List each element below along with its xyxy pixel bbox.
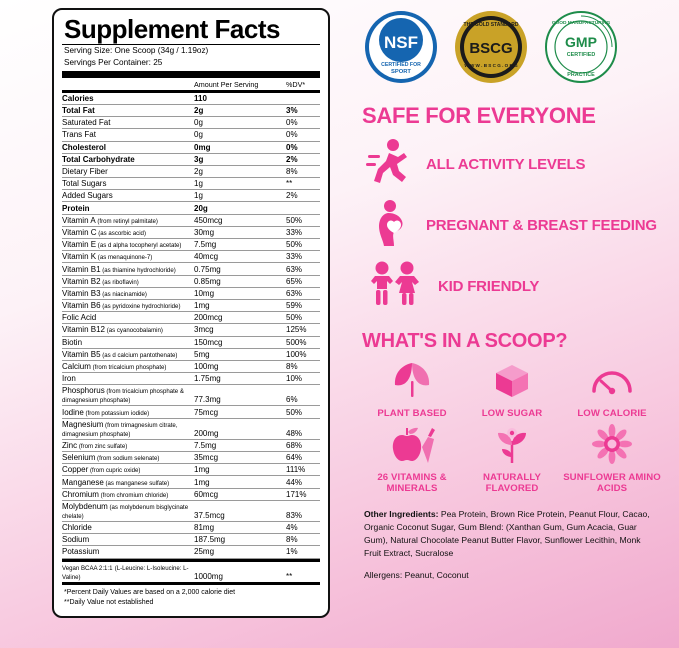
nutrient-name: Added Sugars xyxy=(62,190,194,202)
scoop-item-low-calorie xyxy=(562,359,662,419)
nutrient-name: Vitamin E (as d alpha tocopheryl acetate) xyxy=(62,239,194,251)
nsf-seal xyxy=(364,10,438,89)
bscg-seal xyxy=(454,10,528,89)
nutrient-name: Chromium (from chromium chloride) xyxy=(62,488,194,500)
table-row xyxy=(62,488,320,500)
table-row xyxy=(62,476,320,488)
nutrient-daily-value xyxy=(286,202,320,214)
nutrient-name: Vitamin B12 (as cyanocobalamin) xyxy=(62,324,194,336)
nutrient-daily-value: 63% xyxy=(286,287,320,299)
allergens-heading: Allergens: xyxy=(364,569,403,580)
nutrient-daily-value: 59% xyxy=(286,299,320,311)
nutrient-amount: 7.5mg xyxy=(194,439,286,451)
nutrient-amount: 100mg xyxy=(194,360,286,372)
servings-per-container: Servings Per Container: 25 xyxy=(64,57,163,67)
nutrient-amount: 1mg xyxy=(194,299,286,311)
nutrient-name: Saturated Fat xyxy=(62,117,194,129)
nutrient-daily-value: 111% xyxy=(286,464,320,476)
nutrient-daily-value: 2% xyxy=(286,190,320,202)
scoop-item-sunflower xyxy=(562,423,662,494)
nutrient-amount: 60mcg xyxy=(194,488,286,500)
nutrient-amount: 0g xyxy=(194,117,286,129)
nutrient-name: Chloride xyxy=(62,521,194,533)
nutrient-name: Vitamin B1 (as thiamine hydrochloride) xyxy=(62,263,194,275)
nutrient-daily-value: 500% xyxy=(286,336,320,348)
nutrient-daily-value: 83% xyxy=(286,500,320,521)
nutrient-amount: 450mcg xyxy=(194,214,286,226)
table-row xyxy=(62,348,320,360)
safe-item-activity xyxy=(366,137,665,192)
nutrient-amount: 10mg xyxy=(194,287,286,299)
nutrient-table xyxy=(62,93,320,559)
bcaa-amount: 1000mg xyxy=(194,571,223,581)
nutrient-name: Vitamin B6 (as pyridoxine hydrochloride) xyxy=(62,299,194,311)
nutrient-name: Calcium (from tricalcium phosphate) xyxy=(62,360,194,372)
nutrient-daily-value: 125% xyxy=(286,324,320,336)
nutrient-name: Sodium xyxy=(62,534,194,546)
svg-text:GOOD MANUFACTURING: GOOD MANUFACTURING xyxy=(551,21,611,26)
gauge-icon xyxy=(586,359,638,406)
sugar-cube-icon xyxy=(486,359,538,406)
table-row xyxy=(62,165,320,177)
nutrient-name: Dietary Fiber xyxy=(62,165,194,177)
nutrient-daily-value: 44% xyxy=(286,476,320,488)
table-column-headers xyxy=(62,80,320,89)
nutrient-name: Trans Fat xyxy=(62,129,194,141)
nutrient-daily-value: 0% xyxy=(286,129,320,141)
nutrient-name: Total Sugars xyxy=(62,178,194,190)
nutrient-name: Magnesium (from trimagnesium citrate, dimagnesium phosphate) xyxy=(62,418,194,439)
table-row xyxy=(62,385,320,406)
nutrient-amount: 7.5mg xyxy=(194,239,286,251)
serving-size: Serving Size: One Scoop (34g / 1.19oz) xyxy=(64,46,209,56)
nutrient-amount: 1.75mg xyxy=(194,373,286,385)
bcaa-dv: ** xyxy=(286,571,293,581)
nutrient-amount: 187.5mg xyxy=(194,534,286,546)
nutrient-amount: 1g xyxy=(194,190,286,202)
other-ingredients-heading: Other Ingredients: xyxy=(364,509,439,520)
table-row xyxy=(62,214,320,226)
nutrient-daily-value: 171% xyxy=(286,488,320,500)
column-header-amount: Amount Per Serving xyxy=(194,79,259,89)
nutrient-amount: 200mcg xyxy=(194,312,286,324)
other-ingredients xyxy=(364,508,656,560)
nutrient-amount: 2g xyxy=(194,104,286,116)
divider xyxy=(62,44,320,45)
table-row xyxy=(62,129,320,141)
safe-item-label: PREGNANT & BREAST FEEDING xyxy=(426,216,657,234)
table-row xyxy=(62,312,320,324)
scoop-item-natural-flavor xyxy=(462,423,562,494)
scoop-item-label: NATURALLY FLAVORED xyxy=(483,472,541,495)
table-row xyxy=(62,546,320,558)
bcaa-table xyxy=(62,562,320,582)
certification-seals xyxy=(358,10,665,89)
safe-item-kids xyxy=(366,259,665,314)
table-row xyxy=(62,534,320,546)
table-row xyxy=(62,439,320,451)
footnote-1: *Percent Daily Values are based on a 2,000 calorie diet xyxy=(64,588,236,596)
safe-item-label: KID FRIENDLY xyxy=(438,277,540,295)
table-row xyxy=(62,464,320,476)
nutrient-name: Protein xyxy=(62,202,194,214)
nutrient-name: Zinc (from zinc sulfate) xyxy=(62,439,194,451)
nutrient-daily-value: 4% xyxy=(286,521,320,533)
table-row xyxy=(62,141,320,153)
scoop-item-label: PLANT BASED xyxy=(377,408,447,419)
svg-text:PRACTICE: PRACTICE xyxy=(567,72,595,78)
nutrient-daily-value: 0% xyxy=(286,117,320,129)
table-row xyxy=(62,373,320,385)
table-row xyxy=(62,190,320,202)
nutrient-daily-value: 1% xyxy=(286,546,320,558)
nutrient-daily-value: 8% xyxy=(286,360,320,372)
safe-section-heading: SAFE FOR EVERYONE xyxy=(362,103,596,128)
nutrient-amount: 75mcg xyxy=(194,406,286,418)
nutrient-name: Vitamin K (as menaquinone-7) xyxy=(62,251,194,263)
nutrient-amount: 3mcg xyxy=(194,324,286,336)
nutrient-daily-value: 48% xyxy=(286,418,320,439)
nutrient-name: Manganese (as manganese sulfate) xyxy=(62,476,194,488)
table-row xyxy=(62,93,320,105)
nutrient-amount: 110 xyxy=(194,93,286,105)
table-row xyxy=(62,562,320,582)
table-row xyxy=(62,226,320,238)
nutrient-amount: 20g xyxy=(194,202,286,214)
bcaa-name xyxy=(62,562,194,582)
table-row xyxy=(62,202,320,214)
nutrient-name: Vitamin B3 (as niacinamide) xyxy=(62,287,194,299)
bcaa-label: Vegan BCAA 2:1:1 xyxy=(62,564,113,572)
scoop-section-heading: WHAT'S IN A SCOOP? xyxy=(362,330,568,352)
nutrient-amount: 30mg xyxy=(194,226,286,238)
nutrient-name: Iron xyxy=(62,373,194,385)
scoop-feature-grid xyxy=(362,359,662,494)
nutrient-amount: 0.75mg xyxy=(194,263,286,275)
table-row xyxy=(62,275,320,287)
scoop-item-plant-based xyxy=(362,359,462,419)
svg-text:THE GOLD STANDARD: THE GOLD STANDARD xyxy=(463,22,519,28)
nutrient-amount: 1mg xyxy=(194,476,286,488)
nutrient-daily-value: 33% xyxy=(286,251,320,263)
flower-sprout-icon xyxy=(486,423,538,470)
nutrient-amount: 200mg xyxy=(194,418,286,439)
nutrient-name: Folic Acid xyxy=(62,312,194,324)
scoop-item-label: 26 VITAMINS & MINERALS xyxy=(377,472,447,495)
table-row xyxy=(62,263,320,275)
svg-text:BSCG: BSCG xyxy=(469,40,513,57)
other-ingredients-text: Pea Protein, Brown Rice Protein, Peanut Flour, Cacao, Organic Coconut Sugar, Gum Blend: (Xanthan Gum, Gum Acacia, Guar Gum), Natural Chocolate Peanut Butter Flavor, Sunflower Lecithin, Monk Fruit Extract, Sucralose xyxy=(364,509,650,558)
nutrient-name: Vitamin B5 (as d calcium pantothenate) xyxy=(62,348,194,360)
nutrient-name: Vitamin C (as ascorbic acid) xyxy=(62,226,194,238)
nutrient-amount: 0g xyxy=(194,129,286,141)
nutrient-name: Vitamin B2 (as riboflavin) xyxy=(62,275,194,287)
nutrient-amount: 2g xyxy=(194,165,286,177)
nutrient-amount: 0.85mg xyxy=(194,275,286,287)
nutrient-name: Cholesterol xyxy=(62,141,194,153)
scoop-item-vitamins xyxy=(362,423,462,494)
table-row xyxy=(62,153,320,165)
table-row xyxy=(62,178,320,190)
leaf-icon xyxy=(386,359,438,406)
sunflower-icon xyxy=(586,423,638,470)
nutrient-daily-value: 50% xyxy=(286,239,320,251)
scoop-item-low-sugar xyxy=(462,359,562,419)
nutrient-name: Calories xyxy=(62,93,194,105)
divider-thick xyxy=(62,71,320,78)
nutrient-amount: 1mg xyxy=(194,464,286,476)
table-row xyxy=(62,452,320,464)
table-row xyxy=(62,521,320,533)
nutrient-daily-value: 63% xyxy=(286,263,320,275)
scoop-item-label: SUNFLOWER AMINO ACIDS xyxy=(563,472,661,495)
nutrient-daily-value: 50% xyxy=(286,214,320,226)
bcaa-sub: (L-Leucine: L-Isoleucine: L-Valine) xyxy=(62,564,189,581)
nutrient-daily-value: 65% xyxy=(286,275,320,287)
nutrient-daily-value xyxy=(286,93,320,105)
allergens xyxy=(364,570,665,580)
marketing-column xyxy=(350,0,679,648)
nutrient-name: Selenium (from sodium selenate) xyxy=(62,452,194,464)
gmp-seal xyxy=(544,10,618,89)
table-row xyxy=(62,299,320,311)
svg-text:GMP: GMP xyxy=(565,34,597,50)
nutrient-daily-value: 64% xyxy=(286,452,320,464)
nutrient-name: Copper (from cupric oxide) xyxy=(62,464,194,476)
nutrient-daily-value: 0% xyxy=(286,141,320,153)
table-row xyxy=(62,324,320,336)
nutrient-daily-value: 8% xyxy=(286,534,320,546)
nutrient-amount: 81mg xyxy=(194,521,286,533)
nutrient-daily-value: 10% xyxy=(286,373,320,385)
table-row xyxy=(62,104,320,116)
table-row xyxy=(62,500,320,521)
nutrient-amount: 5mg xyxy=(194,348,286,360)
nutrient-daily-value: 50% xyxy=(286,312,320,324)
nutrient-daily-value: 68% xyxy=(286,439,320,451)
nutrient-daily-value: 6% xyxy=(286,385,320,406)
nutrient-daily-value: 2% xyxy=(286,153,320,165)
kids-icon xyxy=(366,259,424,314)
table-row xyxy=(62,287,320,299)
svg-text:SPORT: SPORT xyxy=(391,69,411,75)
safe-item-pregnancy xyxy=(366,198,665,253)
table-row xyxy=(62,360,320,372)
runner-icon xyxy=(366,137,412,192)
allergens-text: Peanut, Coconut xyxy=(402,569,469,580)
table-row xyxy=(62,418,320,439)
svg-text:W W W . B S C G . O R G: W W W . B S C G . O R G xyxy=(464,63,518,68)
nutrient-name: Iodine (from potassium iodide) xyxy=(62,406,194,418)
table-row xyxy=(62,336,320,348)
column-header-dv: %DV* xyxy=(286,79,306,89)
nutrient-amount: 1g xyxy=(194,178,286,190)
table-row xyxy=(62,406,320,418)
svg-text:CERTIFIED FOR: CERTIFIED FOR xyxy=(381,62,421,68)
nutrient-daily-value: ** xyxy=(286,178,320,190)
nutrient-name: Total Fat xyxy=(62,104,194,116)
scoop-item-label: LOW SUGAR xyxy=(481,408,543,419)
nutrient-amount: 25mg xyxy=(194,546,286,558)
table-row xyxy=(62,251,320,263)
nutrient-name: Phosphorus (from tricalcium phosphate & dimagnesium phosphate) xyxy=(62,385,194,406)
nutrient-amount: 77.3mg xyxy=(194,385,286,406)
nutrient-name: Potassium xyxy=(62,546,194,558)
nutrient-daily-value: 3% xyxy=(286,104,320,116)
nutrient-name: Total Carbohydrate xyxy=(62,153,194,165)
nutrient-amount: 40mcg xyxy=(194,251,286,263)
nutrient-daily-value: 50% xyxy=(286,406,320,418)
divider-medium-bottom xyxy=(62,582,320,585)
svg-text:CERTIFIED: CERTIFIED xyxy=(566,52,596,58)
nutrient-name: Vitamin A (from retinyl palmitate) xyxy=(62,214,194,226)
nutrient-daily-value: 8% xyxy=(286,165,320,177)
nutrient-name: Molybdenum (as molybdenum bisglycinate chelate) xyxy=(62,500,194,521)
fruits-veggies-icon xyxy=(384,423,440,470)
nutrient-daily-value: 33% xyxy=(286,226,320,238)
nutrient-amount: 3g xyxy=(194,153,286,165)
nutrient-daily-value: 100% xyxy=(286,348,320,360)
footnote-2: **Daily Value not established xyxy=(64,598,154,606)
nutrient-amount: 0mg xyxy=(194,141,286,153)
nutrient-amount: 150mcg xyxy=(194,336,286,348)
table-row xyxy=(62,117,320,129)
supplement-facts-panel xyxy=(52,8,330,618)
nutrient-amount: 35mcg xyxy=(194,452,286,464)
svg-text:NSF: NSF xyxy=(384,33,418,52)
pregnant-icon xyxy=(366,198,412,253)
supplement-facts-title: Supplement Facts xyxy=(64,14,280,44)
nutrient-name: Biotin xyxy=(62,336,194,348)
nutrient-amount: 37.5mcg xyxy=(194,500,286,521)
safe-item-label: ALL ACTIVITY LEVELS xyxy=(426,155,586,173)
table-row xyxy=(62,239,320,251)
scoop-item-label: LOW CALORIE xyxy=(577,408,647,419)
